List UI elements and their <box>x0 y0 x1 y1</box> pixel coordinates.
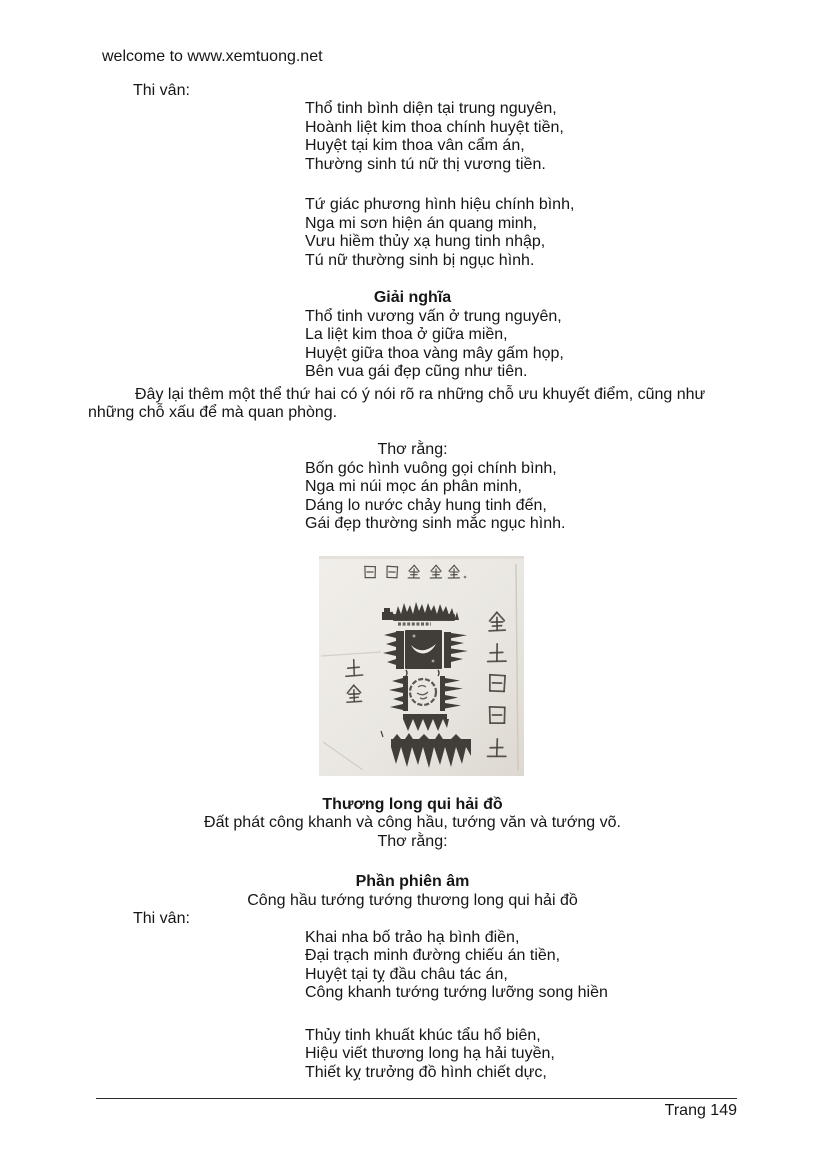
lower-cell-left-bar <box>403 676 408 711</box>
poem-line: Thủy tinh khuất khúc tẩu hổ biên, <box>305 1026 541 1044</box>
commentary-paragraph: Đây lại thêm một thể thứ hai có ý nói rõ ra những chỗ ưu khuyết điểm, cũng như những chỗ xấu để mà quan phòng. <box>88 385 706 421</box>
stanza-3 <box>305 308 737 382</box>
poem-line: Tứ giác phương hình hiệu chính bình, <box>305 196 575 213</box>
paper-speckle <box>413 634 416 637</box>
poem-line: Huyệt tại kim thoa vân cẩm án, <box>305 137 525 154</box>
poem-line: Bốn góc hình vuông gọi chính bình, <box>305 459 557 477</box>
section-title: Thương long qui hải đồ <box>322 795 503 813</box>
poem-line: Thổ tinh vương vấn ở trung nguyên, <box>305 307 562 325</box>
poem-line: Huyệt tại tỵ đầu châu tác án, <box>305 965 508 983</box>
stanza-6 <box>305 1027 737 1083</box>
poem-line: Thường sinh tú nữ thị vương tiền. <box>305 155 546 173</box>
stanza-1 <box>305 100 737 174</box>
sawtooth-bar <box>403 714 447 719</box>
page-number: Trang 149 <box>664 1102 737 1119</box>
phien-am-line: Công hầu tướng tướng thương long qui hải đồ <box>247 891 578 909</box>
poem-line: Công khanh tướng tướng lưỡng song hiền <box>305 984 608 1001</box>
tho-rang-label-1: Thơ rằng: <box>377 441 448 458</box>
poem-line: Khai nha bố trảo hạ bình điền, <box>305 928 520 946</box>
poem-line: La liệt kim thoa ở giữa miền, <box>305 326 508 343</box>
poem-line: Gái đẹp thường sinh mắc ngục hình. <box>305 515 566 532</box>
tho-rang-label-2: Thơ rằng: <box>377 832 448 850</box>
paper-speckle <box>432 659 435 662</box>
woodcut-figure <box>88 556 737 776</box>
woodcut-scan-image <box>319 556 524 776</box>
poem-line: Bên vua gái đẹp cũng như tiên. <box>305 363 528 380</box>
footer-rule <box>96 1098 737 1099</box>
page-content <box>88 48 737 1121</box>
poem-line: Tú nữ thường sinh bị ngục hình. <box>305 251 535 269</box>
poem-line: Hoành liệt kim thoa chính huyệt tiền, <box>305 118 564 136</box>
phan-phien-am-heading: Phần phiên âm <box>355 873 470 890</box>
giai-nghia-heading: Giải nghĩa <box>373 289 452 306</box>
poem-line: Nga mi núi mọc án phân minh, <box>305 478 522 495</box>
poem-line: Thổ tinh bình diện tại trung nguyên, <box>305 100 557 117</box>
poem-line: Huyệt giữa thoa vàng mây gấm họp, <box>305 344 564 362</box>
thi-van-label-1: Thi vân: <box>133 81 190 99</box>
poem-line: Nga mi sơn hiện án quang minh, <box>305 214 537 232</box>
poem-line: Vưu hiềm thủy xạ hung tinh nhập, <box>305 233 546 250</box>
stanza-5 <box>305 929 737 1003</box>
stanza-4 <box>305 460 737 534</box>
paper-edge-top <box>319 556 524 559</box>
section-subtitle: Đất phát công khanh và công hầu, tướng văn và tướng võ. <box>204 814 621 831</box>
poem-line: Đại trạch minh đường chiếu án tiền, <box>305 947 561 964</box>
caption-period-dot <box>464 575 467 578</box>
stanza-2 <box>305 196 737 270</box>
poem-line: Hiệu viết thương long hạ hải tuyền, <box>305 1045 555 1062</box>
ridge-base <box>393 614 455 621</box>
site-welcome-text: welcome to www.xemtuong.net <box>102 48 323 65</box>
poem-line: Thiết kỵ trưởng đồ hình chiết dực, <box>305 1063 547 1081</box>
upper-cell <box>405 630 442 669</box>
thi-van-label-2: Thi vân: <box>133 910 190 927</box>
poem-line: Dáng lo nước chảy hung tinh đến, <box>305 496 547 514</box>
lower-cell-right-bar <box>440 676 445 711</box>
